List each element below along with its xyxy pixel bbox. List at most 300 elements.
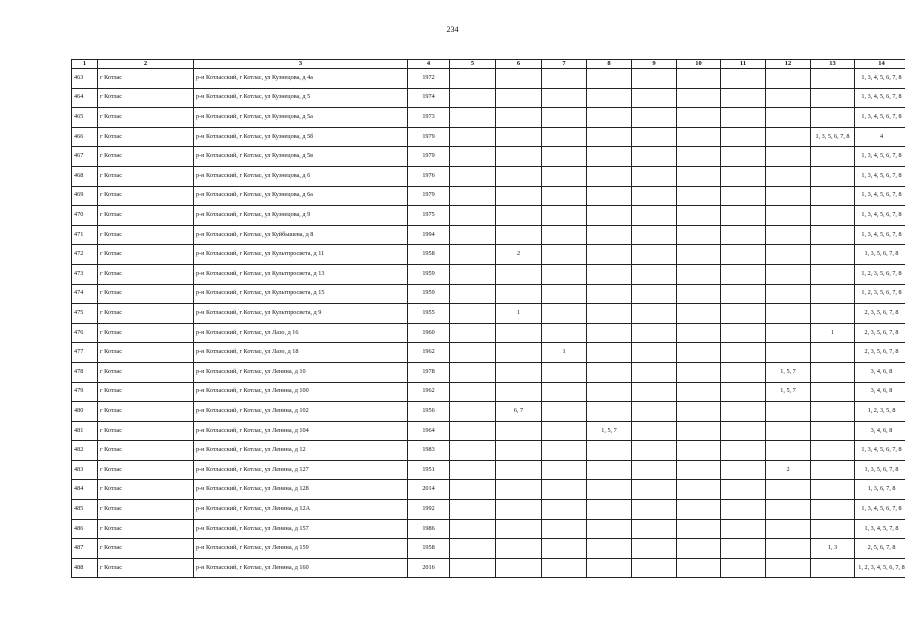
- table-row: [72, 206, 905, 226]
- col12-cell: [766, 225, 811, 245]
- col8-cell: [587, 127, 632, 147]
- col8-cell: [587, 69, 632, 89]
- row-number-cell: 488: [72, 558, 98, 578]
- col5-cell: [450, 460, 496, 480]
- col8-cell: [587, 245, 632, 265]
- city-cell: г Котлас: [98, 421, 194, 441]
- year-cell: 1986: [408, 519, 450, 539]
- col14-cell: 1, 3, 4, 5, 6, 7, 8: [855, 88, 905, 108]
- col8-cell: [587, 343, 632, 363]
- col7-cell: [542, 284, 587, 304]
- col14-cell: 1, 3, 5, 6, 7, 8: [855, 245, 905, 265]
- col9-cell: [632, 343, 677, 363]
- city-cell: г Котлас: [98, 402, 194, 422]
- row-number-cell: 470: [72, 206, 98, 226]
- address-cell: р-н Котласский, г Котлас, ул Ленина, д 160: [194, 558, 408, 578]
- col10-cell: [677, 460, 721, 480]
- col13-cell: [811, 343, 855, 363]
- col11-cell: [721, 382, 766, 402]
- row-number-cell: 481: [72, 421, 98, 441]
- col9-cell: [632, 382, 677, 402]
- col14-cell: 1, 3, 4, 5, 6, 7, 8: [855, 225, 905, 245]
- row-number-cell: 472: [72, 245, 98, 265]
- city-cell: г Котлас: [98, 362, 194, 382]
- address-cell: р-н Котласский, г Котлас, ул Ленина, д 159: [194, 539, 408, 559]
- col9-cell: [632, 147, 677, 167]
- row-number-cell: 469: [72, 186, 98, 206]
- col6-cell: [496, 519, 542, 539]
- col8-cell: [587, 147, 632, 167]
- col6-cell: [496, 108, 542, 128]
- col9-cell: [632, 206, 677, 226]
- col11-cell: [721, 206, 766, 226]
- col9-cell: [632, 69, 677, 89]
- col7-cell: [542, 441, 587, 461]
- year-cell: 1962: [408, 343, 450, 363]
- col13-cell: [811, 402, 855, 422]
- col13-cell: [811, 69, 855, 89]
- col6-cell: [496, 460, 542, 480]
- table-row: [72, 264, 905, 284]
- table-row: [72, 500, 905, 520]
- col7-cell: 1: [542, 343, 587, 363]
- col8-cell: [587, 304, 632, 324]
- table-row: [72, 127, 905, 147]
- row-number-cell: 480: [72, 402, 98, 422]
- col7-cell: [542, 421, 587, 441]
- col7-cell: [542, 362, 587, 382]
- col13-cell: [811, 147, 855, 167]
- col6-cell: [496, 264, 542, 284]
- row-number-cell: 477: [72, 343, 98, 363]
- city-cell: г Котлас: [98, 343, 194, 363]
- city-cell: г Котлас: [98, 480, 194, 500]
- address-cell: р-н Котласский, г Котлас, ул Культпросвета, д 15: [194, 284, 408, 304]
- col11-cell: [721, 343, 766, 363]
- col14-cell: 1, 2, 3, 4, 5, 6, 7, 8: [855, 558, 905, 578]
- address-cell: р-н Котласский, г Котлас, ул Ленина, д 12: [194, 441, 408, 461]
- year-cell: 1979: [408, 186, 450, 206]
- city-cell: г Котлас: [98, 519, 194, 539]
- column-header: 3: [194, 60, 408, 69]
- row-number-cell: 465: [72, 108, 98, 128]
- city-cell: г Котлас: [98, 304, 194, 324]
- col12-cell: [766, 421, 811, 441]
- col12-cell: [766, 108, 811, 128]
- col14-cell: 1, 3, 6, 7, 8: [855, 480, 905, 500]
- col7-cell: [542, 382, 587, 402]
- col5-cell: [450, 304, 496, 324]
- col8-cell: [587, 402, 632, 422]
- col13-cell: [811, 245, 855, 265]
- col6-cell: [496, 127, 542, 147]
- col13-cell: [811, 441, 855, 461]
- table-row: [72, 343, 905, 363]
- col6-cell: [496, 441, 542, 461]
- col13-cell: [811, 558, 855, 578]
- col6-cell: [496, 69, 542, 89]
- year-cell: 1992: [408, 500, 450, 520]
- col11-cell: [721, 127, 766, 147]
- address-cell: р-н Котласский, г Котлас, ул Ленина, д 12А: [194, 500, 408, 520]
- col8-cell: [587, 460, 632, 480]
- col9-cell: [632, 362, 677, 382]
- col10-cell: [677, 519, 721, 539]
- table-row: [72, 69, 905, 89]
- col14-cell: 1, 3, 4, 5, 6, 7, 8: [855, 166, 905, 186]
- col9-cell: [632, 88, 677, 108]
- col12-cell: [766, 69, 811, 89]
- year-cell: 1962: [408, 382, 450, 402]
- col11-cell: [721, 147, 766, 167]
- col12-cell: [766, 519, 811, 539]
- col8-cell: [587, 323, 632, 343]
- row-number-cell: 487: [72, 539, 98, 559]
- col13-cell: [811, 382, 855, 402]
- col12-cell: [766, 166, 811, 186]
- col7-cell: [542, 186, 587, 206]
- col7-cell: [542, 206, 587, 226]
- col5-cell: [450, 323, 496, 343]
- col10-cell: [677, 441, 721, 461]
- col9-cell: [632, 421, 677, 441]
- table-row: [72, 186, 905, 206]
- col5-cell: [450, 69, 496, 89]
- col12-cell: [766, 539, 811, 559]
- address-cell: р-н Котласский, г Котлас, ул Кузнецова, д 5: [194, 88, 408, 108]
- col7-cell: [542, 323, 587, 343]
- col9-cell: [632, 108, 677, 128]
- address-cell: р-н Котласский, г Котлас, ул Лазо, д 18: [194, 343, 408, 363]
- address-cell: р-н Котласский, г Котлас, ул Лазо, д 16: [194, 323, 408, 343]
- address-cell: р-н Котласский, г Котлас, ул Куйбышева, д 8: [194, 225, 408, 245]
- col5-cell: [450, 500, 496, 520]
- col12-cell: [766, 343, 811, 363]
- col9-cell: [632, 245, 677, 265]
- col9-cell: [632, 186, 677, 206]
- city-cell: г Котлас: [98, 108, 194, 128]
- city-cell: г Котлас: [98, 186, 194, 206]
- col6-cell: [496, 343, 542, 363]
- table-row: [72, 519, 905, 539]
- col13-cell: [811, 264, 855, 284]
- year-cell: 1978: [408, 362, 450, 382]
- col10-cell: [677, 166, 721, 186]
- year-cell: 1983: [408, 441, 450, 461]
- col8-cell: [587, 284, 632, 304]
- col13-cell: [811, 206, 855, 226]
- row-number-cell: 467: [72, 147, 98, 167]
- table-row: [72, 402, 905, 422]
- col9-cell: [632, 480, 677, 500]
- col11-cell: [721, 480, 766, 500]
- col5-cell: [450, 127, 496, 147]
- col10-cell: [677, 402, 721, 422]
- address-cell: р-н Котласский, г Котлас, ул Кузнецова, д 5в: [194, 147, 408, 167]
- col14-cell: 3, 4, 6, 8: [855, 421, 905, 441]
- col11-cell: [721, 500, 766, 520]
- col10-cell: [677, 284, 721, 304]
- table-row: [72, 284, 905, 304]
- col9-cell: [632, 539, 677, 559]
- row-number-cell: 476: [72, 323, 98, 343]
- col9-cell: [632, 264, 677, 284]
- col10-cell: [677, 127, 721, 147]
- col6-cell: [496, 225, 542, 245]
- table-row: [72, 166, 905, 186]
- col10-cell: [677, 421, 721, 441]
- col6-cell: [496, 88, 542, 108]
- col10-cell: [677, 304, 721, 324]
- col13-cell: [811, 480, 855, 500]
- col14-cell: 2, 3, 5, 6, 7, 8: [855, 343, 905, 363]
- col6-cell: 6, 7: [496, 402, 542, 422]
- col11-cell: [721, 166, 766, 186]
- col11-cell: [721, 88, 766, 108]
- col13-cell: [811, 186, 855, 206]
- col7-cell: [542, 460, 587, 480]
- col11-cell: [721, 539, 766, 559]
- col14-cell: 4: [855, 127, 905, 147]
- col10-cell: [677, 147, 721, 167]
- col11-cell: [721, 421, 766, 441]
- city-cell: г Котлас: [98, 127, 194, 147]
- col13-cell: [811, 225, 855, 245]
- col5-cell: [450, 88, 496, 108]
- col13-cell: [811, 108, 855, 128]
- year-cell: 1974: [408, 88, 450, 108]
- col7-cell: [542, 539, 587, 559]
- col9-cell: [632, 127, 677, 147]
- col6-cell: [496, 362, 542, 382]
- table-row: [72, 108, 905, 128]
- column-header: 10: [677, 60, 721, 69]
- year-cell: 1994: [408, 225, 450, 245]
- city-cell: г Котлас: [98, 264, 194, 284]
- col8-cell: [587, 225, 632, 245]
- col5-cell: [450, 245, 496, 265]
- row-number-cell: 468: [72, 166, 98, 186]
- col14-cell: 1, 2, 3, 5, 6, 7, 8: [855, 284, 905, 304]
- col5-cell: [450, 539, 496, 559]
- col5-cell: [450, 343, 496, 363]
- address-cell: р-н Котласский, г Котлас, ул Культпросвета, д 9: [194, 304, 408, 324]
- col13-cell: [811, 166, 855, 186]
- col9-cell: [632, 500, 677, 520]
- year-cell: 1960: [408, 323, 450, 343]
- table-row: [72, 88, 905, 108]
- col12-cell: [766, 186, 811, 206]
- col13-cell: [811, 284, 855, 304]
- col12-cell: [766, 402, 811, 422]
- column-header: 9: [632, 60, 677, 69]
- row-number-cell: 482: [72, 441, 98, 461]
- col13-cell: 1, 3: [811, 539, 855, 559]
- table-row: [72, 558, 905, 578]
- col12-cell: 1, 5, 7: [766, 362, 811, 382]
- col11-cell: [721, 245, 766, 265]
- col8-cell: [587, 382, 632, 402]
- row-number-cell: 473: [72, 264, 98, 284]
- address-cell: р-н Котласский, г Котлас, ул Кузнецова, д 9: [194, 206, 408, 226]
- table-row: [72, 225, 905, 245]
- col5-cell: [450, 108, 496, 128]
- col14-cell: 2, 5, 6, 7, 8: [855, 539, 905, 559]
- col8-cell: [587, 166, 632, 186]
- city-cell: г Котлас: [98, 441, 194, 461]
- address-cell: р-н Котласский, г Котлас, ул Ленина, д 100: [194, 382, 408, 402]
- year-cell: 1979: [408, 127, 450, 147]
- city-cell: г Котлас: [98, 225, 194, 245]
- col5-cell: [450, 186, 496, 206]
- col7-cell: [542, 108, 587, 128]
- row-number-cell: 474: [72, 284, 98, 304]
- col7-cell: [542, 304, 587, 324]
- year-cell: 1972: [408, 69, 450, 89]
- col7-cell: [542, 519, 587, 539]
- row-number-cell: 478: [72, 362, 98, 382]
- col14-cell: 1, 3, 4, 5, 6, 7, 8: [855, 206, 905, 226]
- year-cell: 2016: [408, 558, 450, 578]
- col7-cell: [542, 147, 587, 167]
- table-row: [72, 323, 905, 343]
- col13-cell: [811, 304, 855, 324]
- col11-cell: [721, 264, 766, 284]
- col13-cell: [811, 460, 855, 480]
- col6-cell: [496, 382, 542, 402]
- col10-cell: [677, 362, 721, 382]
- col11-cell: [721, 441, 766, 461]
- column-header: 11: [721, 60, 766, 69]
- col12-cell: [766, 441, 811, 461]
- col14-cell: 1, 3, 4, 5, 6, 7, 8: [855, 186, 905, 206]
- row-number-cell: 479: [72, 382, 98, 402]
- address-cell: р-н Котласский, г Котлас, ул Ленина, д 102: [194, 402, 408, 422]
- col10-cell: [677, 69, 721, 89]
- address-cell: р-н Котласский, г Котлас, ул Ленина, д 104: [194, 421, 408, 441]
- year-cell: 1955: [408, 304, 450, 324]
- col8-cell: [587, 362, 632, 382]
- column-header: 8: [587, 60, 632, 69]
- address-cell: р-н Котласский, г Котлас, ул Ленина, д 157: [194, 519, 408, 539]
- column-header: 12: [766, 60, 811, 69]
- city-cell: г Котлас: [98, 460, 194, 480]
- col5-cell: [450, 382, 496, 402]
- city-cell: г Котлас: [98, 500, 194, 520]
- col14-cell: 1, 3, 4, 5, 6, 7, 8: [855, 69, 905, 89]
- col11-cell: [721, 402, 766, 422]
- table-row: [72, 304, 905, 324]
- city-cell: г Котлас: [98, 284, 194, 304]
- col11-cell: [721, 323, 766, 343]
- col11-cell: [721, 558, 766, 578]
- col13-cell: [811, 519, 855, 539]
- col10-cell: [677, 186, 721, 206]
- city-cell: г Котлас: [98, 245, 194, 265]
- col11-cell: [721, 186, 766, 206]
- col13-cell: 1, 3, 5, 6, 7, 8: [811, 127, 855, 147]
- row-number-cell: 471: [72, 225, 98, 245]
- col10-cell: [677, 500, 721, 520]
- col6-cell: [496, 147, 542, 167]
- col9-cell: [632, 460, 677, 480]
- col12-cell: [766, 284, 811, 304]
- city-cell: г Котлас: [98, 382, 194, 402]
- column-header: 14: [855, 60, 905, 69]
- col12-cell: [766, 206, 811, 226]
- row-number-cell: 463: [72, 69, 98, 89]
- column-header: 2: [98, 60, 194, 69]
- address-cell: р-н Котласский, г Котлас, ул Кузнецова, д 6а: [194, 186, 408, 206]
- city-cell: г Котлас: [98, 558, 194, 578]
- col13-cell: [811, 362, 855, 382]
- col8-cell: [587, 108, 632, 128]
- col13-cell: 1: [811, 323, 855, 343]
- col8-cell: [587, 539, 632, 559]
- table-row: [72, 539, 905, 559]
- address-cell: р-н Котласский, г Котлас, ул Ленина, д 128: [194, 480, 408, 500]
- col6-cell: [496, 186, 542, 206]
- year-cell: 1951: [408, 460, 450, 480]
- year-cell: 2014: [408, 480, 450, 500]
- row-number-cell: 485: [72, 500, 98, 520]
- col10-cell: [677, 558, 721, 578]
- city-cell: г Котлас: [98, 323, 194, 343]
- col10-cell: [677, 225, 721, 245]
- table-row: [72, 147, 905, 167]
- col5-cell: [450, 421, 496, 441]
- table-row: [72, 245, 905, 265]
- col6-cell: [496, 206, 542, 226]
- col13-cell: [811, 500, 855, 520]
- col8-cell: 1, 5, 7: [587, 421, 632, 441]
- col9-cell: [632, 284, 677, 304]
- column-header: 4: [408, 60, 450, 69]
- row-number-cell: 486: [72, 519, 98, 539]
- col7-cell: [542, 245, 587, 265]
- col11-cell: [721, 225, 766, 245]
- col9-cell: [632, 304, 677, 324]
- page-number: 234: [446, 25, 459, 34]
- col7-cell: [542, 264, 587, 284]
- row-number-cell: 464: [72, 88, 98, 108]
- col10-cell: [677, 264, 721, 284]
- col11-cell: [721, 284, 766, 304]
- city-cell: г Котлас: [98, 69, 194, 89]
- table-row: [72, 421, 905, 441]
- year-cell: 1956: [408, 402, 450, 422]
- col7-cell: [542, 166, 587, 186]
- col6-cell: [496, 421, 542, 441]
- col7-cell: [542, 480, 587, 500]
- year-cell: 1959: [408, 284, 450, 304]
- col11-cell: [721, 108, 766, 128]
- col6-cell: 1: [496, 304, 542, 324]
- col7-cell: [542, 69, 587, 89]
- col6-cell: [496, 166, 542, 186]
- city-cell: г Котлас: [98, 206, 194, 226]
- col12-cell: 1, 5, 7: [766, 382, 811, 402]
- col8-cell: [587, 206, 632, 226]
- col14-cell: 1, 2, 3, 5, 8: [855, 402, 905, 422]
- city-cell: г Котлас: [98, 539, 194, 559]
- col5-cell: [450, 558, 496, 578]
- row-number-cell: 484: [72, 480, 98, 500]
- col11-cell: [721, 69, 766, 89]
- col14-cell: 1, 3, 5, 6, 7, 8: [855, 460, 905, 480]
- table-row: [72, 362, 905, 382]
- address-cell: р-н Котласский, г Котлас, ул Кузнецова, д 5б: [194, 127, 408, 147]
